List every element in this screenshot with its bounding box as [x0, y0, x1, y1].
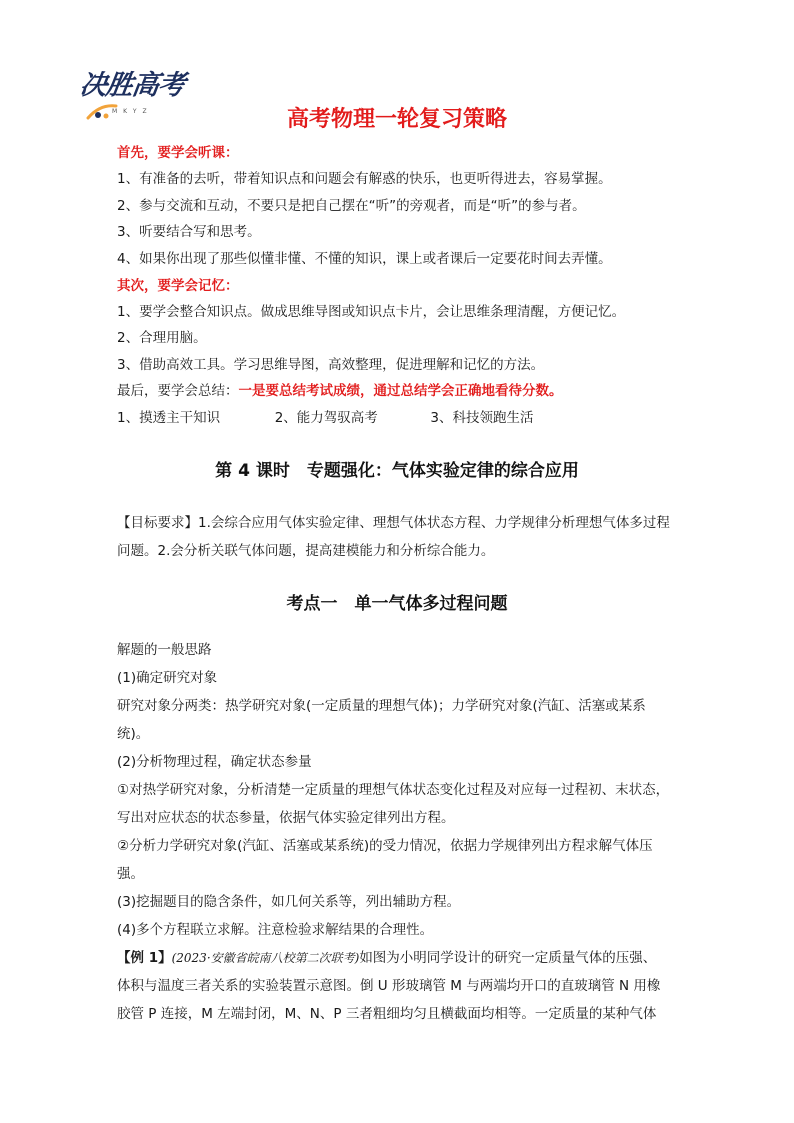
example-label: 【例 1】	[117, 950, 172, 966]
first-heading: 首先，要学会听课：	[117, 145, 239, 161]
example-text-1: 如图为小明同学设计的研究一定质量气体的压强、	[359, 950, 657, 966]
list-item: 3、借助高效工具。学习思维导图，高效整理，促进理解和记忆的方法。	[117, 357, 545, 373]
second-heading: 其次，要学会记忆：	[117, 278, 239, 294]
example-line-1	[117, 944, 682, 972]
body-line: (2)分析物理过程，确定状态参量	[117, 754, 312, 770]
example-block	[117, 944, 682, 1028]
example-line-2: 体积与温度三者关系的实验装置示意图。倒 U 形玻璃管 M 与两端均开口的直玻璃管 N 用橡	[117, 978, 661, 994]
body-line: 强。	[117, 866, 144, 882]
example-line-3: 胶管 P 连接，M 左端封闭，M、N、P 三者粗细均匀且横截面均相等。一定质量的某种气体	[117, 1006, 657, 1022]
summary-line	[117, 381, 563, 401]
body-line: ②分析力学研究对象(汽缸、活塞或某系统)的受力情况，依据力学规律列出方程求解气体压	[117, 838, 653, 854]
list-item: 2、合理用脑。	[117, 330, 207, 346]
lesson-title: 第 4 课时 专题强化：气体实验定律的综合应用	[215, 461, 579, 481]
list-item: 2、参与交流和互动，不要只是把自己摆在“听”的旁观者，而是“听”的参与者。	[117, 198, 586, 214]
body-line: (3)挖掘题目的隐含条件，如几何关系等，列出辅助方程。	[117, 894, 461, 910]
list-item: 1、摸透主干知识	[117, 410, 221, 426]
logo-subtext-label: M K Y Z	[112, 108, 149, 115]
list-item: 4、如果你出现了那些似懂非懂、不懂的知识，课上或者课后一定要花时间去弄懂。	[117, 251, 612, 267]
list-item: 3、科技领跑生活	[430, 410, 534, 426]
list-item: 1、要学会整合知识点。做成思维导图或知识点卡片，会让思维条理清醒，方便记忆。	[117, 304, 626, 320]
goal-paragraph	[117, 509, 682, 565]
goal-line-1	[117, 509, 682, 537]
list-item: 2、能力驾驭高考	[274, 410, 378, 426]
goal-label: 【目标要求】	[117, 515, 198, 531]
summary-prefix: 最后，要学会总结：	[117, 383, 239, 399]
section-title: 考点一 单一气体多过程问题	[286, 594, 508, 614]
summary-emphasis: 一是要总结考试成绩，通过总结学会正确地看待分数。	[238, 383, 563, 399]
final-items-row	[117, 408, 533, 428]
logo-text: 决胜高考	[77, 70, 187, 101]
body-line: (4)多个方程联立求解。注意检验求解结果的合理性。	[117, 922, 434, 938]
body-line: 写出对应状态的状态参量，依据气体实验定律列出方程。	[117, 810, 455, 826]
body-line: 研究对象分两类：热学研究对象(一定质量的理想气体)；力学研究对象(汽缸、活塞或某系	[117, 698, 646, 714]
list-item: 1、有准备的去听，带着知识点和问题会有解惑的快乐，也更听得进去，容易掌握。	[117, 171, 612, 187]
body-line: 解题的一般思路	[117, 642, 212, 658]
example-source: (2023·安徽省皖南八校第二次联考)	[171, 951, 360, 965]
list-item: 3、听要结合写和思考。	[117, 224, 261, 240]
goal-line-2: 问题。2.会分析关联气体问题，提高建模能力和分析综合能力。	[117, 543, 495, 559]
section-body	[117, 636, 682, 944]
page-title: 高考物理一轮复习策略	[286, 107, 507, 132]
goal-text-1: 1.会综合应用气体实验定律、理想气体状态方程、力学规律分析理想气体多过程	[198, 515, 670, 531]
body-line: (1)确定研究对象	[117, 670, 218, 686]
body-line: ①对热学研究对象，分析清楚一定质量的理想气体状态变化过程及对应每一过程初、末状态，	[117, 782, 670, 798]
body-line: 统)。	[117, 726, 150, 742]
